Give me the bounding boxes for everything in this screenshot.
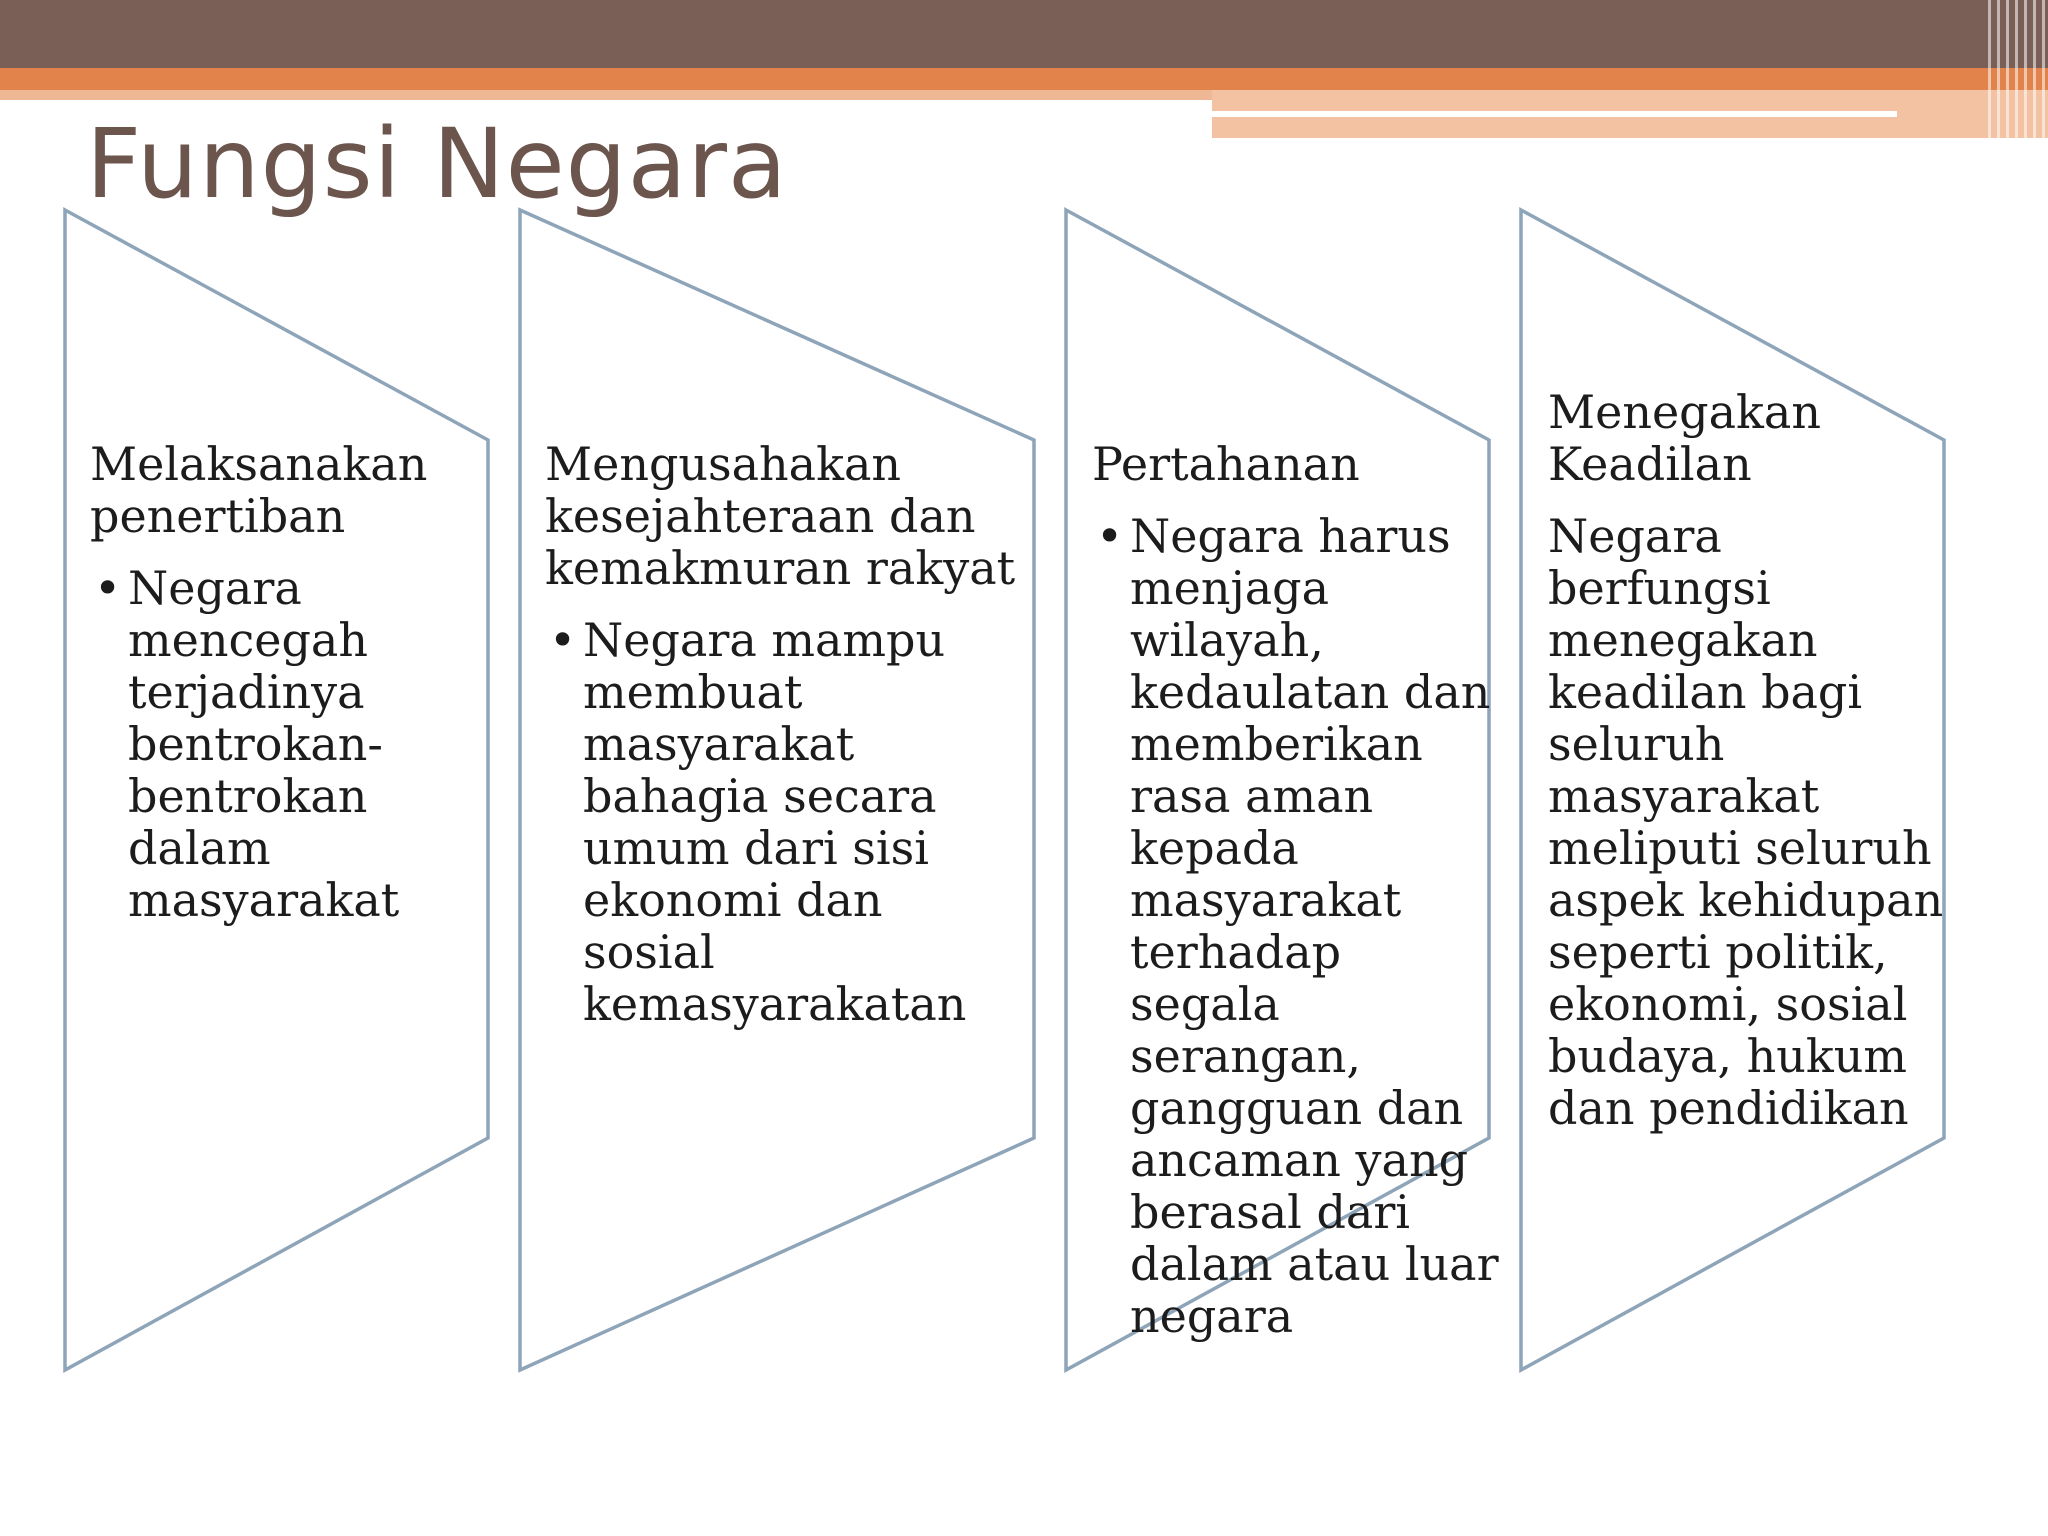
panel-heading: Melaksanakan penertiban [90, 437, 428, 543]
panel-heading: Menegakan Keadilan [1548, 385, 1821, 491]
panel-heading: Mengusahakan kesejahteraan dan kemakmuran rakyat [545, 437, 1016, 595]
slide-title: Fungsi Negara [86, 108, 788, 220]
bullet-item [1092, 510, 1500, 1342]
bullet-dot: • [1096, 509, 1124, 563]
panel-melaksanakan-penertiban [90, 438, 450, 926]
panel-heading: Pertahanan [1092, 437, 1360, 491]
panel-body-text: Negara berfungsi menegakan keadilan bagi seluruh masyarakat meliputi seluruh aspek kehidupan seperti politik, ekonomi, sosial budaya, hukum dan pendidikan [1548, 509, 1944, 1135]
panel-pertahanan [1092, 437, 1499, 1343]
panel-menegakan-keadilan [1548, 386, 1948, 1134]
bullet-dot: • [94, 561, 122, 615]
bullet-item [90, 562, 450, 926]
bullet-dot: • [549, 613, 577, 667]
bullet-item [545, 613, 967, 1031]
panel-mengusahakan-kesejahteraan [545, 438, 1021, 1030]
bullet-text: Negara mencegah terjadinya bentrokan-bentrokan dalam masyarakat [128, 561, 400, 927]
bullet-text: Negara harus menjaga wilayah, kedaulatan dan memberikan rasa aman kepada masyarakat terhadap segala serangan, gangguan dan ancaman yang berasal dari dalam atau luar negara [1130, 509, 1499, 1343]
bullet-text: Negara mampu membuat masyarakat bahagia secara umum dari sisi ekonomi dan sosial kemasyarakatan [583, 613, 967, 1031]
